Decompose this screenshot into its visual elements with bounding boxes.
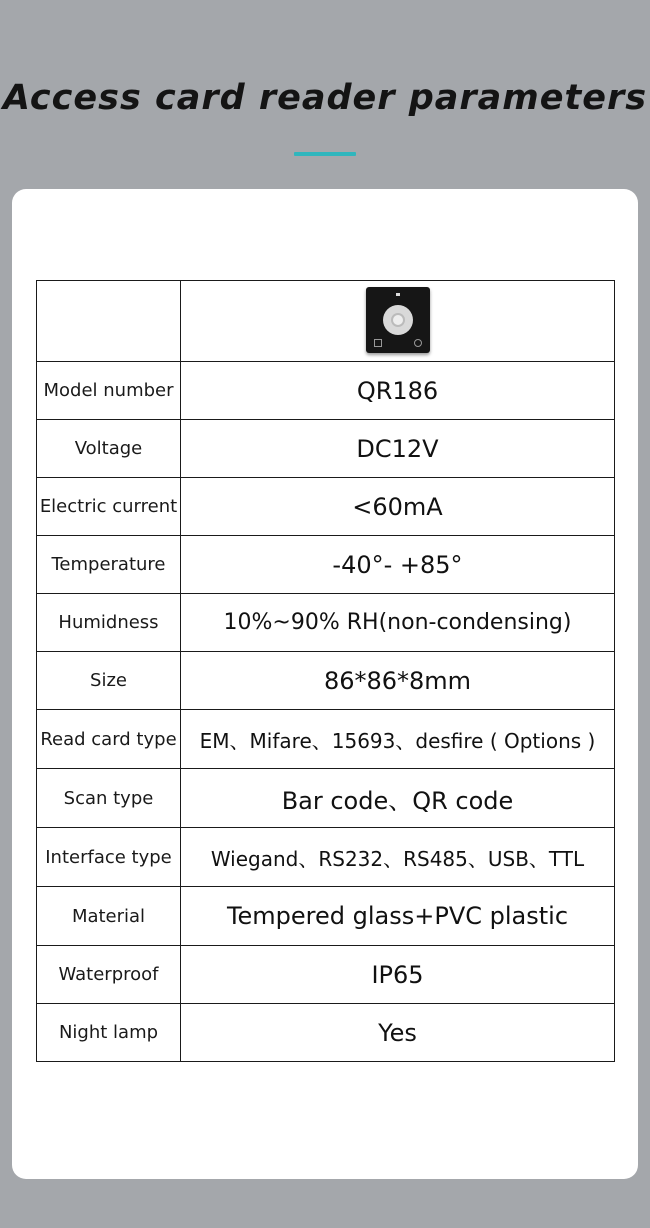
- table-row: [37, 769, 615, 828]
- card-reader-device-icon: [366, 287, 430, 353]
- row-value: 10%~90% RH(non-condensing): [181, 594, 615, 652]
- row-value: <60mA: [181, 478, 615, 536]
- row-value: -40°- +85°: [181, 536, 615, 594]
- table-row: [37, 1004, 615, 1062]
- row-label: Scan type: [37, 769, 181, 828]
- row-label: Waterproof: [37, 946, 181, 1004]
- table-row: [37, 887, 615, 946]
- row-label: Model number: [37, 362, 181, 420]
- row-label: Interface type: [37, 828, 181, 887]
- table-row: [37, 946, 615, 1004]
- row-value: Bar code、QR code: [181, 769, 615, 828]
- table-row: [37, 536, 615, 594]
- row-label: Size: [37, 652, 181, 710]
- row-label: Material: [37, 887, 181, 946]
- row-label: Voltage: [37, 420, 181, 478]
- row-label: Humidness: [37, 594, 181, 652]
- table-row: [37, 594, 615, 652]
- table-row: [37, 710, 615, 769]
- table-row: [37, 362, 615, 420]
- row-value: 86*86*8mm: [181, 652, 615, 710]
- row-label: Electric current: [37, 478, 181, 536]
- image-row-empty-cell: [37, 281, 181, 362]
- parameters-table: [36, 280, 615, 1062]
- row-label: Read card type: [37, 710, 181, 769]
- table-row: [37, 420, 615, 478]
- row-value: EM、Mifare、15693、desfire ( Options ): [181, 710, 615, 769]
- row-value: QR186: [181, 362, 615, 420]
- row-label: Temperature: [37, 536, 181, 594]
- row-value: Yes: [181, 1004, 615, 1062]
- row-value: Tempered glass+PVC plastic: [181, 887, 615, 946]
- table-row: [37, 652, 615, 710]
- page-title: Access card reader parameters: [2, 78, 648, 118]
- title-accent-bar: [294, 152, 356, 156]
- table-row: [37, 828, 615, 887]
- image-row: [37, 281, 615, 362]
- table-row: [37, 478, 615, 536]
- device-image-cell: [181, 281, 615, 362]
- row-value: DC12V: [181, 420, 615, 478]
- row-label: Night lamp: [37, 1004, 181, 1062]
- row-value: Wiegand、RS232、RS485、USB、TTL: [181, 828, 615, 887]
- row-value: IP65: [181, 946, 615, 1004]
